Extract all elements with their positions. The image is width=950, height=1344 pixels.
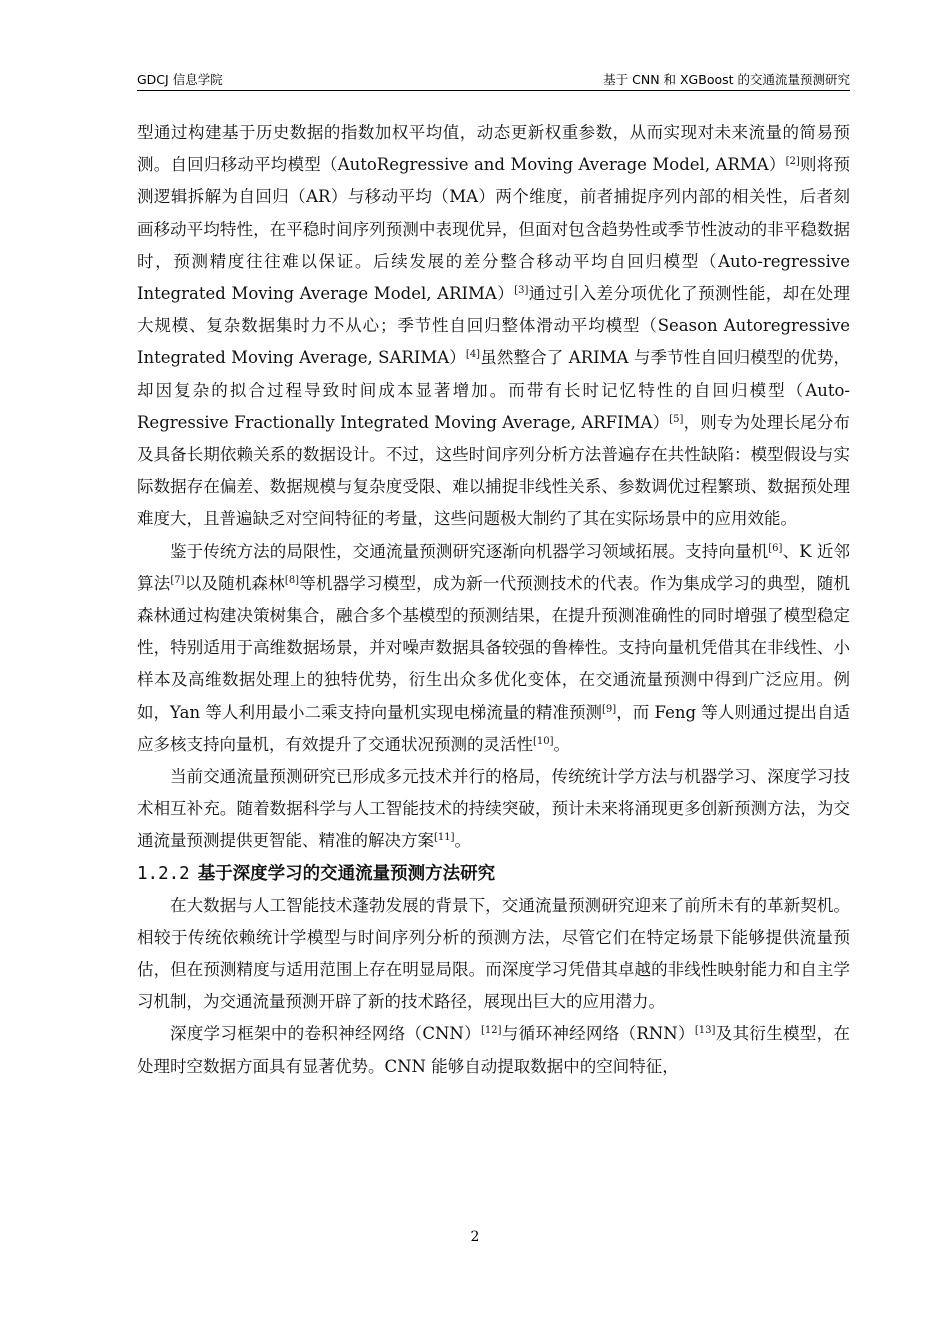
text-run: 、K 近邻算法 (137, 541, 850, 593)
text-run: 虽然整合了 ARIMA 与季节性自回归模型的优势，却因复杂的拟合过程导致时间成本显著增加。而带有长时记忆特性的自回归模型（Auto-Regressive Fractionally Integrated Moving Average, ARFIMA） (137, 348, 850, 432)
citation-8: [8] (284, 574, 300, 586)
paragraph-time-series-models (137, 117, 850, 536)
text-run: 鉴于传统方法的局限性，交通流量预测研究逐渐向机器学习领域拓展。支持向量机 (170, 541, 769, 561)
text-run: 以及随机森林 (184, 573, 285, 593)
citation-11: [11] (434, 832, 455, 844)
text-run: 则将预测逻辑拆解为自回归（AR）与移动平均（MA）两个维度，前者捕捉序列内部的相关性，后者刻画移动平均特性，在平稳时间序列预测中表现优异，但面对包含趋势性或季节性波动的非平稳数据时，预测精度往往难以保证。后续发展的差分整合移动平均自回归模型（Auto-regressive Integrated Moving Average Model, ARIMA） (137, 155, 851, 304)
text-run: 。 (553, 734, 571, 754)
paragraph-deep-learning-intro (137, 890, 850, 1019)
text-run: 深度学习框架中的卷积神经网络（CNN） (170, 1024, 481, 1044)
text-run: ，则专为处理长尾分布及具备长期依赖关系的数据设计。不过，这些时间序列分析方法普遍存在共性缺陷：模型假设与实际数据存在偏差、数据规模与复杂度受限、难以捕捉非线性关系、参数调优过程繁琐、数据预处理难度大，且普遍缺乏对空间特征的考量，这些问题极大制约了其在实际场景中的应用效能。 (137, 412, 850, 529)
paragraph-cnn-rnn (137, 1018, 850, 1082)
text-run: 及其衍生模型，在处理时空数据方面具有显著优势。CNN 能够自动提取数据中的空间特征， (137, 1024, 851, 1076)
text-run: 等机器学习模型，成为新一代预测技术的代表。作为集成学习的典型，随机森林通过构建决策树集合，融合多个基模型的预测结果，在提升预测准确性的同时增强了模型稳定性，特别适用于高维数据场景，并对噪声数据具备较强的鲁棒性。支持向量机凭借其在非线性、小样本及高维数据处理上的独特优势，衍生出众多优化变体，在交通流量预测中得到广泛应用。例如，Yan 等人利用最小二乘支持向量机实现电梯流量的精准预测 (137, 573, 851, 722)
section-title: 基于深度学习的交通流量预测方法研究 (197, 863, 496, 884)
section-number: 1.2.2 (137, 863, 190, 884)
citation-12: [12] (481, 1025, 502, 1037)
citation-13: [13] (694, 1025, 716, 1037)
text-run: 。 (454, 831, 472, 851)
citation-9: [9] (602, 703, 617, 715)
paragraph-machine-learning (137, 536, 850, 761)
citation-2: [2] (785, 156, 800, 168)
header-thesis-title: 基于 CNN 和 XGBoost 的交通流量预测研究 (603, 72, 850, 87)
text-run: 当前交通流量预测研究已形成多元技术并行的格局，传统统计学方法与机器学习、深度学习技术相互补充。随着数据科学与人工智能技术的持续突破，预计未来将涌现更多创新预测方法，为交通流量预测提供更智能、精准的解决方案 (137, 767, 850, 851)
citation-4: [4] (465, 349, 481, 361)
citation-6: [6] (768, 542, 783, 554)
text-run: 型通过构建基于历史数据的指数加权平均值，动态更新权重参数，从而实现对未来流量的简易预测。自回归移动平均模型（AutoRegressive and Moving Average Model, ARMA） (137, 123, 850, 175)
text-run: 通过引入差分项优化了预测性能，却在处理大规模、复杂数据集时力不从心；季节性自回归整体滑动平均模型（Season Autoregressive Integrated Moving Average, SARIMA） (137, 284, 850, 368)
body-text (137, 117, 850, 1083)
citation-3: [3] (514, 285, 529, 297)
page-number: 2 (470, 1229, 480, 1245)
citation-5: [5] (669, 413, 684, 425)
citation-10: [10] (533, 735, 554, 747)
page-header (137, 70, 850, 91)
paragraph-research-landscape (137, 761, 850, 858)
section-heading (137, 858, 850, 890)
text-run: 与循环神经网络（RNN） (501, 1024, 695, 1044)
text-run: ，而 Feng 等人则通过提出自适应多核支持向量机，有效提升了交通状况预测的灵活性 (137, 702, 850, 754)
header-institution: GDCJ 信息学院 (137, 72, 223, 87)
text-run: 在大数据与人工智能技术蓬勃发展的背景下，交通流量预测研究迎来了前所未有的革新契机。相较于传统依赖统计学模型与时间序列分析的预测方法，尽管它们在特定场景下能够提供流量预估，但在预测精度与适用范围上存在明显局限。而深度学习凭借其卓越的非线性映射能力和自主学习机制，为交通流量预测开辟了新的技术路径，展现出巨大的应用潜力。 (137, 895, 850, 1012)
citation-7: [7] (170, 574, 185, 586)
